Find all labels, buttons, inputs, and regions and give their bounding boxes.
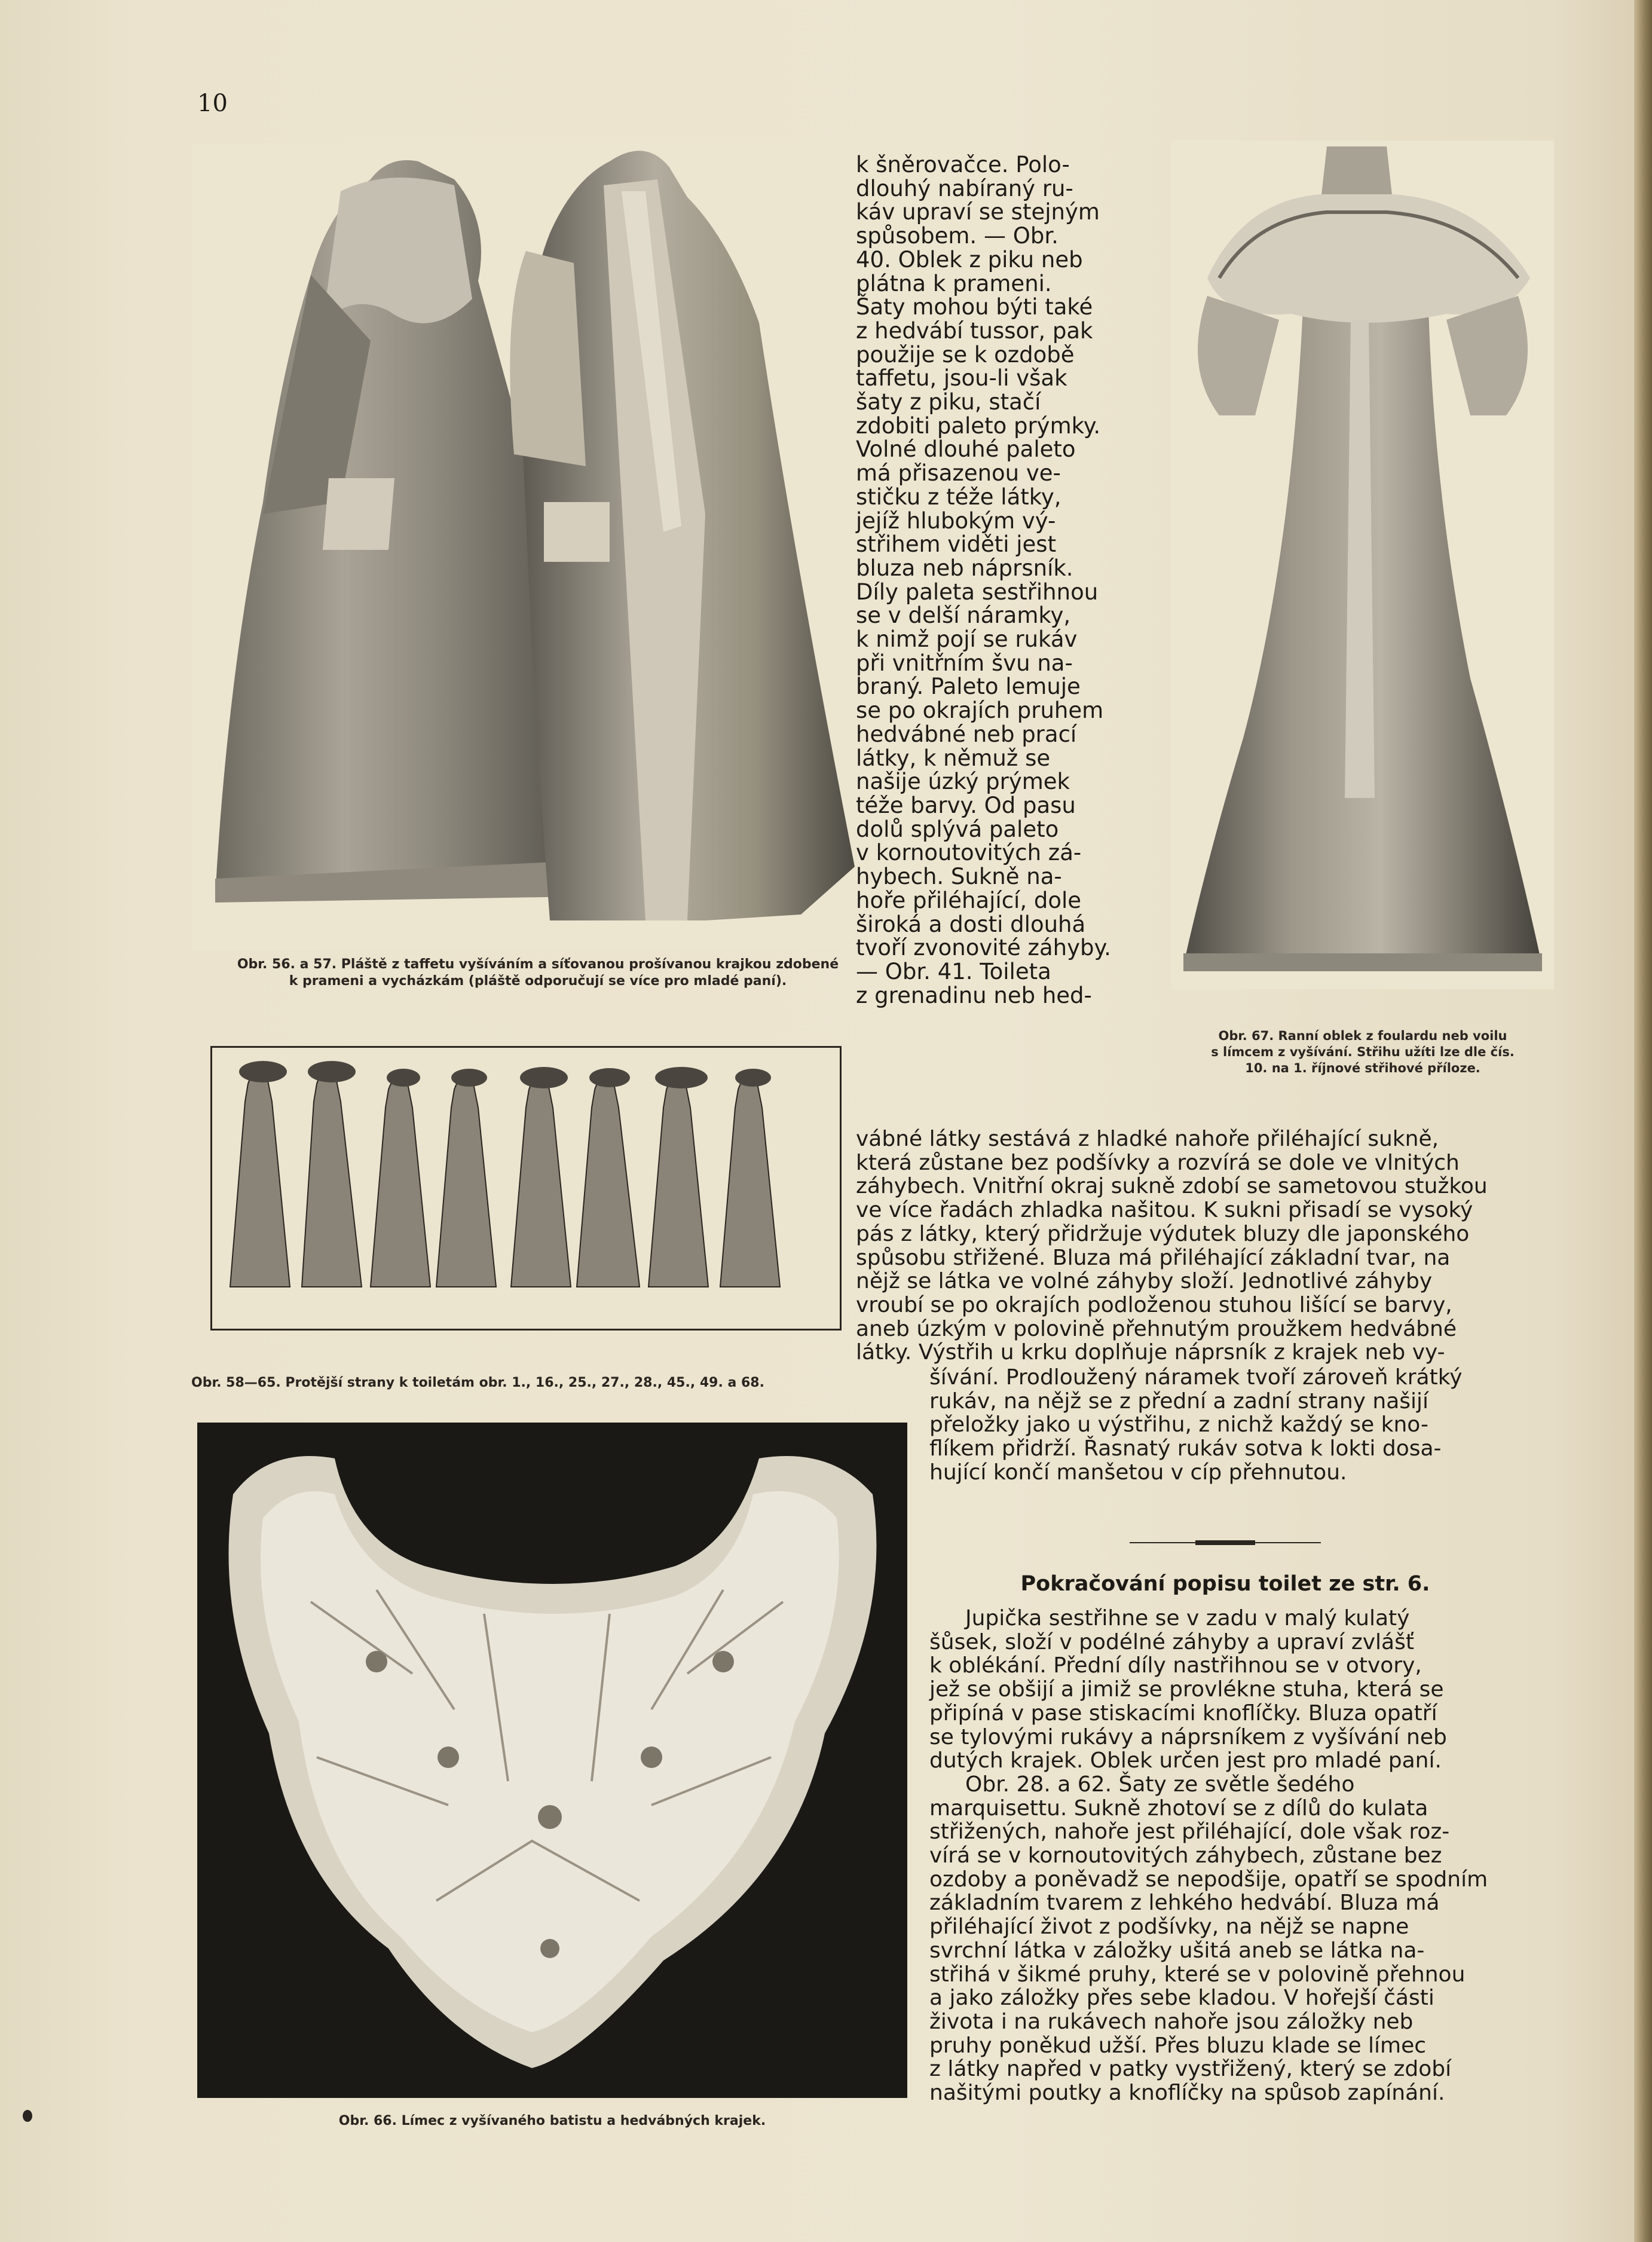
text-line: k nimž pojí se rukáv	[856, 626, 1078, 653]
text-line: přeložky jako u výstřihu, z nichž každý se kno-	[929, 1412, 1428, 1437]
coats-drawing	[191, 143, 885, 950]
collar-drawing	[197, 1423, 907, 2098]
narrow-text-column	[856, 153, 1155, 1007]
text-line: přiléhající život z podšívky, na nějž se napne	[929, 1914, 1409, 1940]
lower-text-column	[929, 1366, 1521, 1485]
text-line: šůsek, složí v podélné záhyby a upraví zvlášť	[929, 1629, 1414, 1654]
text-line: která zůstane bez podšívky a rozvírá se dole ve vlnitých	[856, 1150, 1460, 1175]
text-line: spůsobem. — Obr.	[856, 223, 1058, 249]
text-line: dlouhý nabíraný ru-	[856, 175, 1073, 201]
text-line: ozdoby a poněvadž se nepodšije, opatří se spodním	[929, 1867, 1488, 1892]
caption-fig-56-57	[191, 956, 885, 990]
text-line: vírá se v kornoutovitých záhybech, zůstane bez	[929, 1843, 1442, 1868]
text-line: jež se obšijí a jimiž se provlékne stuha, která se	[929, 1677, 1444, 1702]
text-line: hoře přiléhající, dole	[856, 887, 1082, 913]
illustration-collar-66	[197, 1423, 907, 2098]
text-line: tvoří zvonovité záhyby.	[856, 935, 1111, 961]
text-line: se tylovými rukávy a náprsníkem z vyšívání neb	[929, 1724, 1447, 1749]
text-line: nějž se látka ve volné záhyby složí. Jednotlivé záhyby	[856, 1269, 1433, 1294]
text-line: látky. Výstřih u krku doplňuje náprsník z krajek neb vy-	[856, 1340, 1445, 1365]
text-line: Šaty mohou býti také	[856, 294, 1093, 320]
text-line: při vnitřním švu na-	[856, 650, 1073, 676]
caption-line: Obr. 67. Ranní oblek z foulardu neb voilu	[1218, 1029, 1507, 1043]
text-line: — Obr. 41. Toileta	[856, 958, 1051, 984]
text-line: káv upraví se stejným	[856, 199, 1100, 225]
text-line: stičku z téže látky,	[856, 484, 1061, 510]
text-line: látky, k němuž se	[856, 745, 1051, 771]
text-line: k šněrovačce. Polo-	[856, 152, 1070, 178]
continuation-heading: Pokračování popisu toilet ze str. 6.	[1020, 1572, 1430, 1596]
text-line: plátna k prameni.	[856, 270, 1052, 296]
caption-line: k prameni a vycházkám (pláště odporučují se více pro mladé paní).	[289, 974, 787, 989]
text-line: střihem viděti jest	[856, 531, 1057, 558]
text-line: svrchní látka v záložky ušitá aneb se látka na-	[929, 1938, 1425, 1963]
text-line: použije se k ozdobě	[856, 341, 1075, 368]
text-line: vábné látky sestává z hladké nahoře přiléhající sukně,	[856, 1127, 1439, 1151]
text-line: Volné dlouhé paleto	[856, 436, 1076, 463]
text-line: a jako záložky přes sebe kladou. V hořejší části	[929, 1986, 1434, 2011]
text-line: šaty z piku, stačí	[856, 389, 1041, 415]
text-line: hující končí manšetou v cíp přehnutou.	[929, 1460, 1347, 1485]
text-line: rukáv, na nějž se z přední a zadní strany našijí	[929, 1388, 1429, 1414]
text-line: Obr. 28. a 62. Šaty ze světle šedého	[965, 1772, 1355, 1797]
wide-text-column	[856, 1127, 1513, 1365]
text-line: marquisettu. Sukně zhotoví se z dílů do kulata	[929, 1796, 1428, 1821]
text-line: připíná v pase stiskacími knoflíčky. Bluza opatří	[929, 1700, 1437, 1726]
illustration-back-views-58-65	[210, 1046, 842, 1330]
page-number: 10	[197, 90, 228, 117]
text-line: spůsobu střižené. Bluza má přiléhající základní tvar, na	[856, 1245, 1451, 1270]
text-line: Jupička sestřihne se v zadu v malý kulatý	[965, 1606, 1410, 1631]
page-edge-binding	[1634, 0, 1652, 2242]
text-line: základním tvarem z lehkého hedvábí. Bluza má	[929, 1891, 1440, 1916]
caption-line: 10. na 1. říjnové střihové příloze.	[1245, 1061, 1480, 1075]
text-line: střihá v šikmé pruhy, které se v polovině přehnou	[929, 1962, 1466, 1987]
text-line: v kornoutovitých zá-	[856, 840, 1082, 866]
text-line: braný. Paleto lemuje	[856, 674, 1081, 700]
caption-fig-66: Obr. 66. Límec z vyšívaného batistu a hedvábných krajek.	[338, 2113, 766, 2128]
text-line: našije úzký prýmek	[856, 769, 1070, 795]
text-line: Díly paleta sestřihnou	[856, 579, 1099, 605]
caption-fig-67	[1136, 1028, 1590, 1076]
text-line: téže barvy. Od pasu	[856, 792, 1076, 818]
text-line: taffetu, jsou-li však	[856, 365, 1067, 391]
continuation-text	[929, 1607, 1521, 2105]
text-line: našitými poutky a knoflíčky na spůsob zapínání.	[929, 2081, 1445, 2106]
text-line: dolů splývá paleto	[856, 816, 1059, 842]
illustration-coats-56-57	[191, 143, 885, 950]
text-line: z hedvábí tussor, pak	[856, 317, 1093, 344]
dress-drawing	[1171, 140, 1554, 989]
caption-line: Obr. 56. a 57. Pláště z taffetu vyšíváním a síťovanou prošívanou krajkou zdobené	[237, 957, 839, 972]
text-line: pruhy poněkud užší. Přes bluzu klade se límec	[929, 2033, 1427, 2058]
text-line: široká a dosti dlouhá	[856, 911, 1086, 937]
text-line: 40. Oblek z piku neb	[856, 246, 1083, 273]
text-line: hedvábné neb prací	[856, 721, 1077, 747]
text-line: flíkem přidrží. Řasnatý rukáv sotva k lokti dosa-	[929, 1436, 1442, 1461]
text-line: střižených, nahoře jest přiléhající, dole však roz-	[929, 1819, 1450, 1845]
section-divider	[1130, 1539, 1321, 1546]
ink-spot	[23, 2110, 32, 2122]
text-line: života i na rukávech nahoře jsou záložky neb	[929, 2009, 1414, 2034]
text-line: dutých krajek. Oblek určen jest pro mladé paní.	[929, 1748, 1442, 1773]
text-line: pás z látky, který přidržuje výdutek bluzy dle japonského	[856, 1221, 1470, 1246]
text-line: záhybech. Vnitřní okraj sukně zdobí se sametovou stužkou	[856, 1174, 1488, 1199]
text-line: má přisazenou ve-	[856, 460, 1061, 487]
text-line: jejíž hlubokým vý-	[856, 507, 1056, 534]
text-line: k oblékání. Přední díly nastřihnou se v otvory,	[929, 1653, 1422, 1678]
text-line: z grenadinu neb hed-	[856, 982, 1092, 1008]
text-line: z látky napřed v patky vystřižený, který se zdobí	[929, 2057, 1452, 2082]
text-line: bluza neb náprsník.	[856, 555, 1073, 581]
text-line: šívání. Prodloužený náramek tvoří zároveň krátký	[929, 1365, 1463, 1390]
back-views-drawing	[212, 1048, 840, 1329]
text-line: se v delší náramky,	[856, 602, 1071, 629]
text-line: hybech. Sukně na-	[856, 864, 1062, 890]
text-line: zdobiti paleto prýmky.	[856, 412, 1101, 439]
text-line: aneb úzkým v polovině přehnutým proužkem hedvábné	[856, 1316, 1457, 1341]
text-line: ve více řadách zhladka našitou. K sukni přisadí se vysoký	[856, 1198, 1473, 1223]
illustration-morning-dress-67	[1171, 140, 1554, 989]
caption-line: s límcem z vyšívání. Střihu užíti lze dle čís.	[1211, 1045, 1515, 1059]
text-line: se po okrajích pruhem	[856, 698, 1104, 724]
text-line: vroubí se po okrajích podloženou stuhou lišící se barvy,	[856, 1292, 1452, 1317]
caption-fig-58-65: Obr. 58—65. Protější strany k toiletám obr. 1., 16., 25., 27., 28., 45., 49. a 68.	[191, 1375, 764, 1390]
